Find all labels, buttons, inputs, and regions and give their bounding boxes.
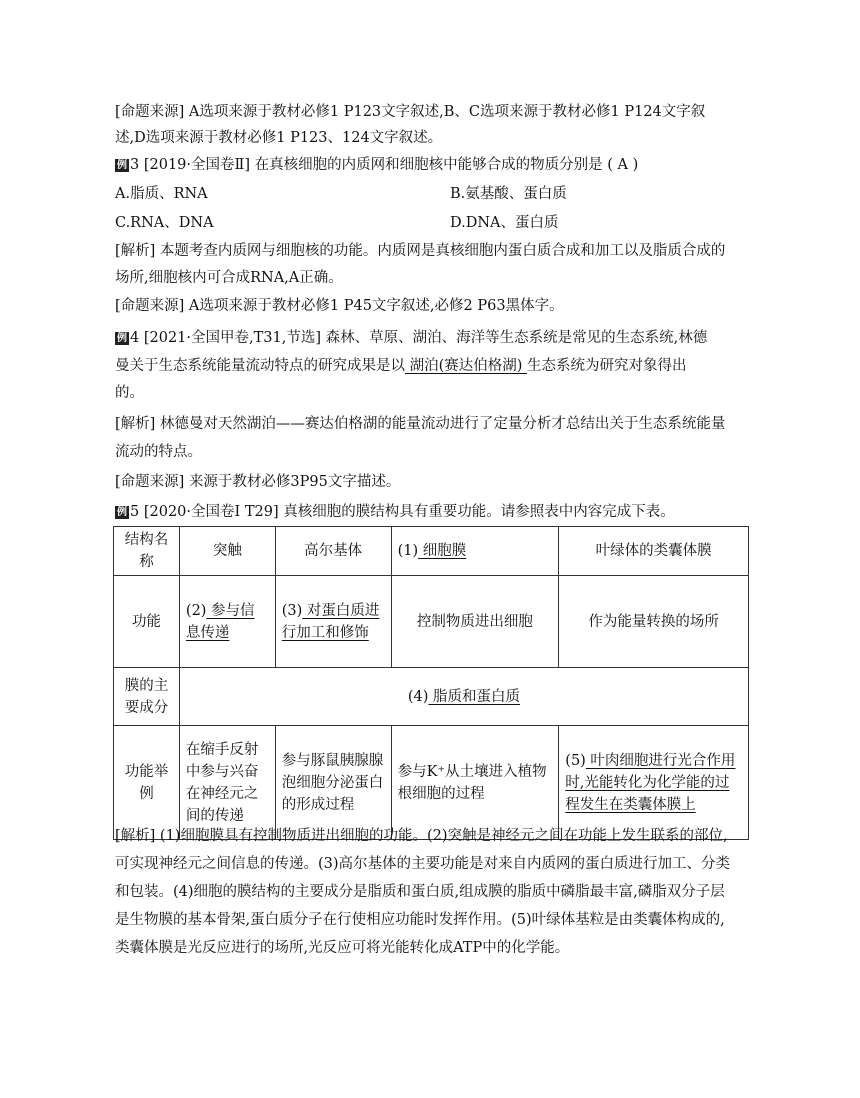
example-badge: 例	[117, 160, 127, 171]
cell-thylakoid-example	[559, 726, 749, 840]
table-row-composition	[114, 668, 749, 726]
blank-4-number: (4)	[407, 688, 429, 705]
analysis-5-line-2: 可实现神经元之间信息的传递。(3)高尔基体的主要功能是对来自内质网的蛋白质进行加工、分类	[115, 856, 731, 872]
analysis-5-line-5: 类囊体膜是光反应进行的场所,光反应可将光能转化成ATP中的化学能。	[115, 940, 570, 956]
cell-golgi-function	[275, 576, 391, 668]
cell-thylakoid-function: 作为能量转换的场所	[559, 576, 749, 668]
row-label-composition: 膜的主要成分	[114, 668, 180, 726]
example-3-question	[115, 155, 638, 175]
source-note-4: [命题来源] 来源于教材必修3P95文字描述。	[115, 474, 401, 490]
example-4-text-a: 曼关于生态系统能量流动特点的研究成果是以	[115, 358, 405, 374]
option-b: B.氨基酸、蛋白质	[450, 186, 567, 202]
analysis-5-line-3: 和包装。(4)细胞的膜结构的主要成分是脂质和蛋白质,组成膜的脂质中磷脂最丰富,磷脂双分子层	[115, 884, 725, 900]
blank-5-answer: 叶肉细胞进行光合作用时,光能转化为化学能的过程发生在类囊体膜上	[565, 752, 736, 813]
cell-golgi-example: 参与豚鼠胰腺腺泡细胞分泌蛋白的形成过程	[275, 726, 391, 840]
blank-3-answer: 对蛋白质进行加工和修饰	[281, 602, 380, 641]
cell-composition	[179, 668, 748, 726]
source-note-2-cont: 述,D选项来源于教材必修1 P123、124文字叙述。	[115, 130, 443, 146]
option-row-2	[115, 213, 559, 233]
source-note-3: [命题来源] A选项来源于教材必修1 P45文字叙述,必修2 P63黑体字。	[115, 298, 564, 314]
row-label-function: 功能	[114, 576, 180, 668]
example-5-text: 5 [2020·全国卷Ⅰ T29] 真核细胞的膜结构具有重要功能。请参照表中内容完成下表。	[130, 504, 675, 520]
table-row-function	[114, 576, 749, 668]
analysis-4-cont: 流动的特点。	[115, 444, 202, 460]
blank-2-number: (2)	[185, 602, 207, 619]
header-thylakoid: 叶绿体的类囊体膜	[559, 527, 749, 576]
header-structure-name: 结构名称	[114, 527, 180, 576]
example-4-line-3: 的。	[115, 385, 144, 401]
header-synapse: 突触	[179, 527, 275, 576]
example-3-text: 3 [2019·全国卷Ⅱ] 在真核细胞的内质网和细胞核中能够合成的物质分别是 ( A )	[130, 157, 639, 173]
cell-synapse-function	[179, 576, 275, 668]
blank-5-number: (5)	[565, 752, 586, 769]
analysis-5: [解析] (1)细胞膜具有控制物质进出细胞的功能。(2)突触是神经元之间在功能上发生联系的部位,	[115, 828, 728, 844]
header-golgi: 高尔基体	[275, 527, 391, 576]
source-note-2: [命题来源] A选项来源于教材必修1 P123文字叙述,B、C选项来源于教材必修1 P124文字叙	[115, 104, 706, 120]
option-a: A.脂质、RNA	[115, 186, 208, 202]
analysis-4: [解析] 林德曼对天然湖泊——赛达伯格湖的能量流动进行了定量分析才总结出关于生态系统能量	[115, 416, 726, 432]
example-4-text: 4 [2021·全国甲卷,T31,节选] 森林、草原、湖泊、海洋等生态系统是常见的生态系统,林德	[130, 330, 708, 346]
cell-membrane-function: 控制物质进出细胞	[391, 576, 559, 668]
blank-1-number: (1)	[397, 543, 419, 559]
option-d: D.DNA、蛋白质	[450, 215, 559, 231]
analysis-5-line-4: 是生物膜的基本骨架,蛋白质分子在行使相应功能时发挥作用。(5)叶绿体基粒是由类囊体构成的,	[115, 912, 725, 928]
cell-membrane-example: 参与K⁺从土壤进入植物根细胞的过程	[391, 726, 559, 840]
example-badge: 例	[117, 333, 127, 344]
example-4-answer: 湖泊(赛达伯格湖)	[405, 358, 528, 374]
analysis-3-cont: 场所,细胞核内可合成RNA,A正确。	[115, 270, 343, 286]
blank-4-answer: 脂质和蛋白质	[428, 688, 521, 705]
table-header-row	[114, 527, 749, 576]
blank-2-answer: 参与信息传递	[185, 602, 255, 641]
table-row-example	[114, 726, 749, 840]
blank-1-answer: 细胞膜	[418, 543, 467, 559]
cell-synapse-example: 在缩手反射中参与兴奋在神经元之间的传递	[179, 726, 275, 840]
analysis-3: [解析] 本题考查内质网与细胞核的功能。内质网是真核细胞内蛋白质合成和加工以及脂质合成的	[115, 243, 726, 259]
header-cell-membrane	[391, 527, 559, 576]
blank-3-number: (3)	[281, 602, 303, 619]
example-4-text-b: 生态系统为研究对象得出	[527, 358, 687, 374]
option-row-1	[115, 184, 567, 204]
example-4-question	[115, 328, 707, 348]
example-5-question	[115, 502, 675, 522]
option-c: C.RNA、DNA	[115, 215, 214, 231]
example-4-line-2	[115, 356, 687, 376]
row-label-example: 功能举例	[114, 726, 180, 840]
membrane-table	[113, 526, 749, 840]
example-badge: 例	[117, 507, 127, 518]
